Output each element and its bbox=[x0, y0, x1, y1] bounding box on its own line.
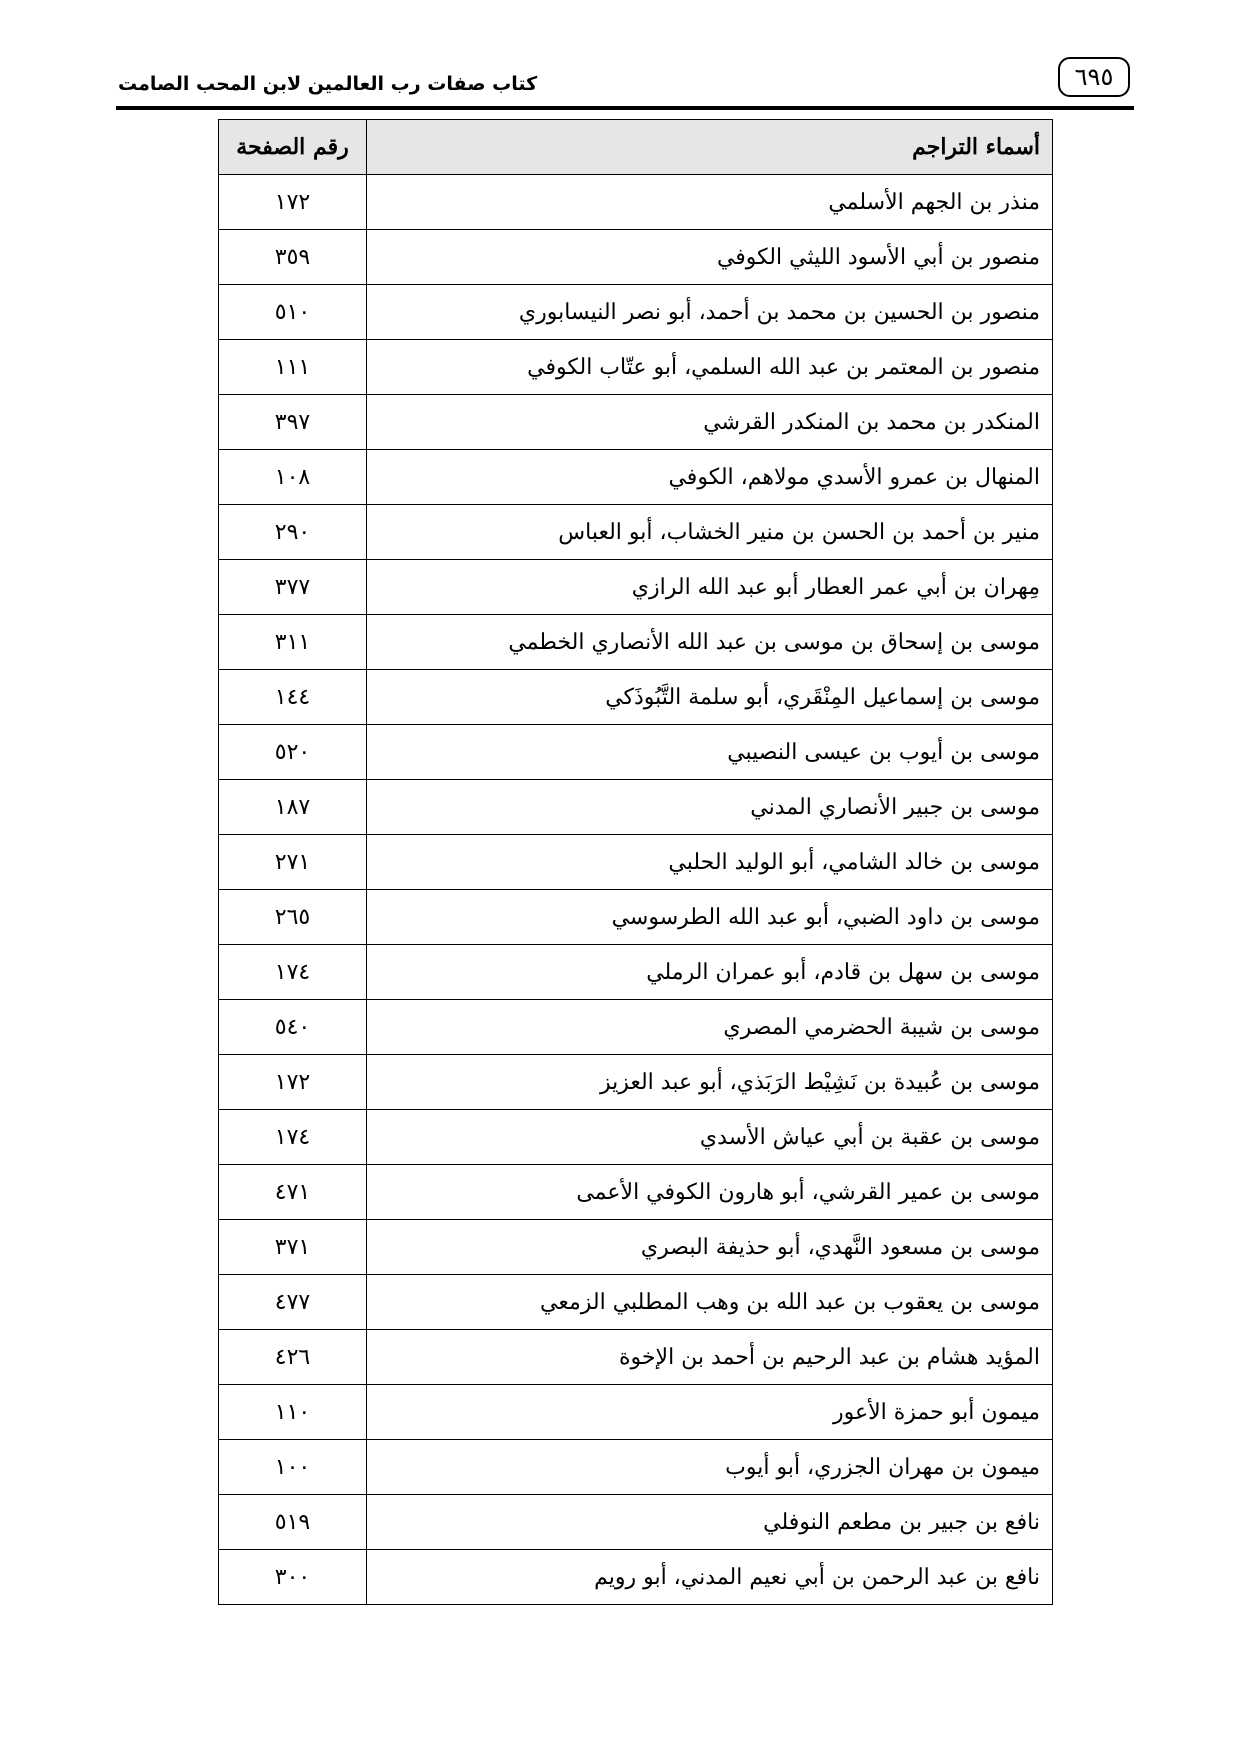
page-reference: ١٧٤ bbox=[219, 1110, 367, 1165]
biography-name: منصور بن أبي الأسود الليثي الكوفي bbox=[367, 230, 1053, 285]
page-reference: ٢٧١ bbox=[219, 835, 367, 890]
page-reference: ٤٢٦ bbox=[219, 1330, 367, 1385]
table-row bbox=[219, 1220, 1053, 1275]
table-row bbox=[219, 1330, 1053, 1385]
page-reference: ٣٧٧ bbox=[219, 560, 367, 615]
table-row bbox=[219, 285, 1053, 340]
biography-name: موسى بن جبير الأنصاري المدني bbox=[367, 780, 1053, 835]
page-reference: ٣٠٠ bbox=[219, 1550, 367, 1605]
table-row bbox=[219, 175, 1053, 230]
biographies-index-table bbox=[218, 119, 1053, 1605]
page-reference: ٥١٠ bbox=[219, 285, 367, 340]
table-row bbox=[219, 835, 1053, 890]
page-reference: ٣٥٩ bbox=[219, 230, 367, 285]
header-divider bbox=[116, 106, 1134, 110]
table-row bbox=[219, 670, 1053, 725]
page-header bbox=[118, 55, 1134, 111]
page-reference: ١١١ bbox=[219, 340, 367, 395]
table-row bbox=[219, 450, 1053, 505]
table-row bbox=[219, 1000, 1053, 1055]
page-reference: ١٧٢ bbox=[219, 1055, 367, 1110]
biography-name: مِهران بن أبي عمر العطار أبو عبد الله الرازي bbox=[367, 560, 1053, 615]
table-row bbox=[219, 340, 1053, 395]
biography-name: موسى بن عقبة بن أبي عياش الأسدي bbox=[367, 1110, 1053, 1165]
page-reference: ١٠٠ bbox=[219, 1440, 367, 1495]
biography-name: منصور بن الحسين بن محمد بن أحمد، أبو نصر النيسابوري bbox=[367, 285, 1053, 340]
biography-name: المنهال بن عمرو الأسدي مولاهم، الكوفي bbox=[367, 450, 1053, 505]
page-reference: ١٧٢ bbox=[219, 175, 367, 230]
table-row bbox=[219, 505, 1053, 560]
page-reference: ٣٧١ bbox=[219, 1220, 367, 1275]
biography-name: موسى بن عُبيدة بن نَشِيْط الرَبَذي، أبو عبد العزيز bbox=[367, 1055, 1053, 1110]
page-reference: ١٠٨ bbox=[219, 450, 367, 505]
table-row bbox=[219, 615, 1053, 670]
book-title: كتاب صفات رب العالمين لابن المحب الصامت bbox=[118, 73, 538, 95]
page-reference: ١٨٧ bbox=[219, 780, 367, 835]
biography-name: المؤيد هشام بن عبد الرحيم بن أحمد بن الإخوة bbox=[367, 1330, 1053, 1385]
table-row bbox=[219, 890, 1053, 945]
biography-name: ميمون بن مهران الجزري، أبو أيوب bbox=[367, 1440, 1053, 1495]
table-row bbox=[219, 230, 1053, 285]
biography-name: موسى بن سهل بن قادم، أبو عمران الرملي bbox=[367, 945, 1053, 1000]
biography-name: موسى بن إسحاق بن موسى بن عبد الله الأنصاري الخطمي bbox=[367, 615, 1053, 670]
column-header-page: رقم الصفحة bbox=[219, 120, 367, 175]
page-reference: ١١٠ bbox=[219, 1385, 367, 1440]
table-row bbox=[219, 1110, 1053, 1165]
biography-name: المنكدر بن محمد بن المنكدر القرشي bbox=[367, 395, 1053, 450]
biography-name: موسى بن شيبة الحضرمي المصري bbox=[367, 1000, 1053, 1055]
page-reference: ٢٦٥ bbox=[219, 890, 367, 945]
table-row bbox=[219, 780, 1053, 835]
biography-name: منصور بن المعتمر بن عبد الله السلمي، أبو عتّاب الكوفي bbox=[367, 340, 1053, 395]
table-row bbox=[219, 725, 1053, 780]
biography-name: منير بن أحمد بن الحسن بن منير الخشاب، أبو العباس bbox=[367, 505, 1053, 560]
table-row bbox=[219, 395, 1053, 450]
table-row bbox=[219, 1550, 1053, 1605]
page-number: ٦٩٥ bbox=[1058, 57, 1130, 97]
page-reference: ٢٩٠ bbox=[219, 505, 367, 560]
column-header-names: أسماء التراجم bbox=[367, 120, 1053, 175]
biography-name: موسى بن أيوب بن عيسى النصيبي bbox=[367, 725, 1053, 780]
page-reference: ٥٢٠ bbox=[219, 725, 367, 780]
page-reference: ٥١٩ bbox=[219, 1495, 367, 1550]
table-row bbox=[219, 1165, 1053, 1220]
page-reference: ١٤٤ bbox=[219, 670, 367, 725]
page-reference: ٤٧٧ bbox=[219, 1275, 367, 1330]
page-reference: ٥٤٠ bbox=[219, 1000, 367, 1055]
table-row bbox=[219, 1055, 1053, 1110]
table-row bbox=[219, 1385, 1053, 1440]
page-reference: ١٧٤ bbox=[219, 945, 367, 1000]
biography-name: موسى بن مسعود النَّهدي، أبو حذيفة البصري bbox=[367, 1220, 1053, 1275]
biography-name: موسى بن خالد الشامي، أبو الوليد الحلبي bbox=[367, 835, 1053, 890]
biography-name: نافع بن جبير بن مطعم النوفلي bbox=[367, 1495, 1053, 1550]
table-row bbox=[219, 1275, 1053, 1330]
table-row bbox=[219, 1440, 1053, 1495]
page-reference: ٤٧١ bbox=[219, 1165, 367, 1220]
biography-name: موسى بن عمير القرشي، أبو هارون الكوفي الأعمى bbox=[367, 1165, 1053, 1220]
biography-name: موسى بن إسماعيل المِنْقَري، أبو سلمة التَّبُوذَكي bbox=[367, 670, 1053, 725]
page-reference: ٣٩٧ bbox=[219, 395, 367, 450]
biography-name: موسى بن يعقوب بن عبد الله بن وهب المطلبي الزمعي bbox=[367, 1275, 1053, 1330]
biography-name: موسى بن داود الضبي، أبو عبد الله الطرسوسي bbox=[367, 890, 1053, 945]
biography-name: نافع بن عبد الرحمن بن أبي نعيم المدني، أبو رويم bbox=[367, 1550, 1053, 1605]
table-row bbox=[219, 560, 1053, 615]
page-reference: ٣١١ bbox=[219, 615, 367, 670]
biography-name: منذر بن الجهم الأسلمي bbox=[367, 175, 1053, 230]
table-row bbox=[219, 1495, 1053, 1550]
table-row bbox=[219, 945, 1053, 1000]
biography-name: ميمون أبو حمزة الأعور bbox=[367, 1385, 1053, 1440]
table-header-row bbox=[219, 120, 1053, 175]
